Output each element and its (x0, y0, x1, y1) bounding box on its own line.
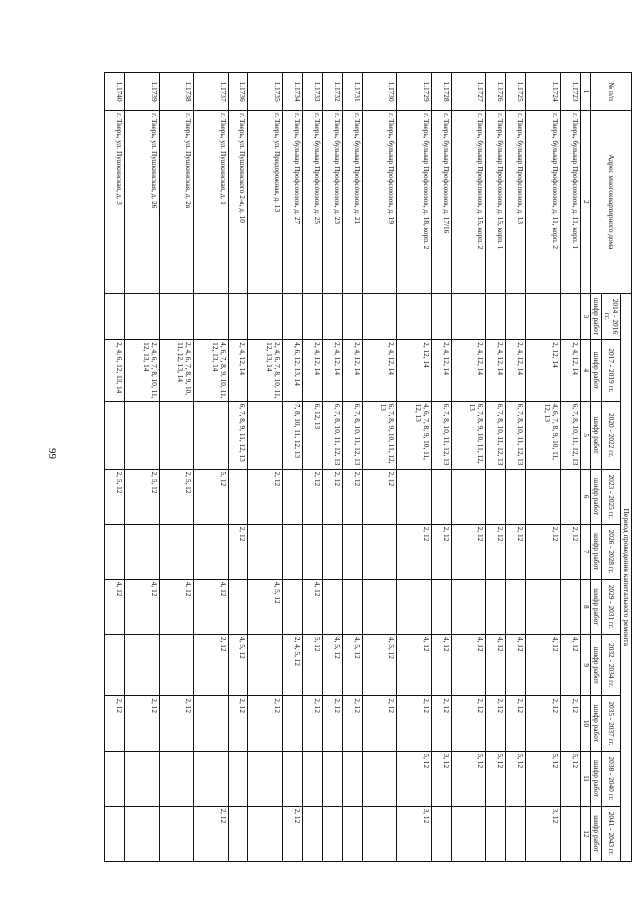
table-row (362, 73, 396, 862)
row-number-cell: 1.1724 (526, 73, 560, 111)
work-code-cell: 2, 12 (322, 696, 342, 751)
table-row (248, 73, 282, 862)
work-code-cell (506, 293, 526, 340)
work-code-cell (248, 806, 282, 861)
capital-repair-schedule-table (104, 72, 632, 862)
column-number-cell: 9 (580, 634, 591, 695)
work-code-cell: 3, 12 (431, 751, 451, 806)
work-code-cell: 2, 4, 6, 7, 8, 10, 11, 12, 13, 14 (125, 340, 159, 401)
table-row (342, 73, 362, 862)
work-code-cell: 2, 12 (125, 696, 159, 751)
address-cell: г. Тверь, ул. Пушкинская, д. 2в (159, 111, 193, 293)
work-code-cell: 2, 12 (282, 806, 302, 861)
address-cell: г. Тверь, бульвар Профсоюзов, д. 19 (362, 111, 396, 293)
work-code-cell (506, 579, 526, 634)
work-code-cell (282, 696, 302, 751)
work-code-cell: 2, 12 (194, 634, 228, 695)
work-code-cell: 2, 12, 14 (397, 340, 431, 401)
row-number-cell: 1.1723 (560, 73, 580, 111)
work-code-cell: 6, 7, 8, 10, 11, 12, 13 (322, 401, 342, 469)
row-number-cell: 1.1731 (342, 73, 362, 111)
work-code-header-cell: шифр работ (591, 751, 602, 806)
address-cell: г. Тверь, бульвар Профсоюзов, д. 21 (342, 111, 362, 293)
work-code-cell: 2, 12 (431, 696, 451, 751)
address-cell: г. Тверь, бульвар Профсоюзов, д. 15, корп. 1 (486, 111, 506, 293)
work-code-cell (125, 524, 159, 579)
work-code-cell (248, 634, 282, 695)
work-code-cell: 4, 12 (105, 579, 125, 634)
work-code-cell: 4, 6, 7, 8, 9, 10, 11, 12, 13 (397, 401, 431, 469)
work-code-cell (248, 524, 282, 579)
work-code-cell: 6, 7, 8, 10, 11, 12, 13 (342, 401, 362, 469)
work-code-cell (248, 751, 282, 806)
table-row (302, 73, 322, 862)
work-code-cell (362, 293, 396, 340)
work-code-cell: 2, 12 (248, 696, 282, 751)
work-code-cell (451, 579, 485, 634)
work-code-cell: 2, 5, 12 (159, 469, 193, 524)
row-number-cell: 1.1735 (248, 73, 282, 111)
table-row (125, 73, 159, 862)
work-code-cell (526, 293, 560, 340)
work-code-header-cell: шифр работ (591, 524, 602, 579)
work-code-cell (282, 524, 302, 579)
work-code-cell (105, 401, 125, 469)
column-number-cell: 11 (580, 751, 591, 806)
num-header: № п/п (591, 73, 632, 111)
work-code-cell: 4, 5, 12 (228, 634, 248, 695)
work-code-cell (486, 469, 506, 524)
table-row (431, 73, 451, 862)
table-row (506, 73, 526, 862)
rotated-page-content (104, 72, 632, 862)
table-header (580, 73, 631, 862)
address-cell: г. Тверь, бульвар Профсоюзов, д. 11, корп. 1 (560, 111, 580, 293)
work-code-cell: 4, 12 (560, 634, 580, 695)
work-code-cell (397, 293, 431, 340)
work-code-cell: 4, 5, 12 (322, 634, 342, 695)
work-code-cell (431, 806, 451, 861)
work-code-header-cell: шифр работ (591, 696, 602, 751)
work-code-cell (105, 806, 125, 861)
work-code-cell (194, 524, 228, 579)
work-code-cell (560, 293, 580, 340)
work-code-cell: 5, 12 (451, 751, 485, 806)
work-code-cell: 2, 12 (248, 469, 282, 524)
address-cell: г. Тверь, бульвар Профсоюзов, д. 18, корп. 2 (397, 111, 431, 293)
work-code-cell (159, 401, 193, 469)
column-numbers-row (580, 73, 591, 862)
work-code-cell: 2, 4, 12, 14 (322, 340, 342, 401)
column-number-cell: 2 (580, 111, 591, 293)
work-code-cell: 4, 6, 12, 13, 14 (282, 340, 302, 401)
work-code-cell: 2, 12 (342, 696, 362, 751)
table-row (526, 73, 560, 862)
work-code-cell: 2, 4, 12, 14 (228, 340, 248, 401)
work-code-cell: 2, 5, 12 (105, 469, 125, 524)
work-code-cell (342, 524, 362, 579)
work-code-cell: 4, 5, 12 (248, 579, 282, 634)
table-body (105, 73, 581, 862)
period-header-cell: 2041 - 2043 гг. (602, 806, 621, 861)
work-code-cell: 2, 4, 6, 7, 8, 9, 10, 11, 12, 13, 14 (159, 340, 193, 401)
period-header-cell: 2017 - 2019 гг. (602, 340, 621, 401)
work-code-cell: 2, 12 (560, 524, 580, 579)
work-code-cell (302, 524, 322, 579)
work-code-cell (105, 293, 125, 340)
work-code-cell: 2, 4, 5, 12 (282, 634, 302, 695)
period-header-cell: 2014 - 2016 гг. (602, 293, 621, 340)
work-code-cell (159, 634, 193, 695)
work-code-cell: 5, 12 (194, 469, 228, 524)
period-header-cell: 2035 - 2037 гг. (602, 696, 621, 751)
work-code-cell: 6, 7, 8, 9, 11, 12, 13 (228, 401, 248, 469)
work-code-cell: 2, 4, 12, 14 (362, 340, 396, 401)
work-code-cell: 5, 12 (526, 751, 560, 806)
work-code-cell (362, 524, 396, 579)
work-code-cell (451, 293, 485, 340)
work-code-cell (282, 579, 302, 634)
work-code-header-cell: шифр работ (591, 469, 602, 524)
work-code-cell (362, 806, 396, 861)
work-code-cell (451, 806, 485, 861)
work-code-cell: 2, 4, 6, 12, 13, 14 (105, 340, 125, 401)
work-code-cell: 6, 7, 8, 10, 11, 12, 13 (431, 401, 451, 469)
work-code-cell: 2, 12 (302, 696, 322, 751)
work-code-cell: 2, 12 (486, 696, 506, 751)
work-code-cell (431, 579, 451, 634)
work-code-cell: 2, 4, 12, 14 (302, 340, 322, 401)
table-row (228, 73, 248, 862)
work-code-cell (282, 293, 302, 340)
work-code-cell (526, 469, 560, 524)
work-code-cell: 2, 4, 12, 14 (451, 340, 485, 401)
address-cell: г. Тверь, ул. Пушкинская, д. 26 (125, 111, 159, 293)
row-number-cell: 1.1740 (105, 73, 125, 111)
row-number-cell: 1.1736 (228, 73, 248, 111)
work-code-cell (194, 751, 228, 806)
period-header-cell: 2032 - 2034 гг. (602, 634, 621, 695)
work-code-cell (194, 696, 228, 751)
work-code-cell (159, 806, 193, 861)
work-code-cell (560, 806, 580, 861)
work-code-cell (322, 524, 342, 579)
work-code-cell: 4, 12 (431, 634, 451, 695)
address-cell: г. Тверь, бульвар Профсоюзов, д. 25 (302, 111, 322, 293)
work-code-cell: 4, 12 (159, 579, 193, 634)
work-code-cell: 2, 12 (302, 469, 322, 524)
work-code-cell (397, 469, 431, 524)
work-code-cell: 4, 12 (506, 634, 526, 695)
work-code-cell: 4, 12 (486, 634, 506, 695)
work-code-cell: 4, 12 (302, 579, 322, 634)
work-code-cell: 6, 7, 8, 9, 10, 11, 12, 13 (451, 401, 485, 469)
work-code-cell (105, 524, 125, 579)
work-code-cell: 4, 5, 12 (362, 634, 396, 695)
work-code-cell: 2, 12 (322, 469, 342, 524)
work-code-cell: 2, 12 (526, 524, 560, 579)
work-code-cell (125, 806, 159, 861)
address-cell: г. Тверь, бульвар Профсоюзов, д. 15, корп. 2 (451, 111, 485, 293)
work-code-cell: 6, 7, 8, 10, 11, 12, 13 (486, 401, 506, 469)
work-code-cell (159, 293, 193, 340)
period-header: Период проведения капитального ремонта (620, 293, 631, 861)
work-code-cell: 2, 12 (105, 696, 125, 751)
work-code-cell: 4, 6, 7, 8, 9, 10, 11, 12, 13 (526, 401, 560, 469)
work-code-cell: 4, 12 (125, 579, 159, 634)
work-code-cell: 2, 12 (506, 524, 526, 579)
work-code-cell (194, 401, 228, 469)
work-code-cell: 4, 12 (194, 579, 228, 634)
work-code-cell (486, 579, 506, 634)
address-header: Адрес многоквартирного дома (591, 111, 632, 293)
period-header-cell: 2026 - 2028 гг. (602, 524, 621, 579)
work-code-cell: 2, 4, 12, 14 (431, 340, 451, 401)
work-code-cell (397, 579, 431, 634)
work-code-cell: 2, 5, 12 (125, 469, 159, 524)
work-code-cell: 2, 12 (397, 696, 431, 751)
address-cell: г. Тверь, бульвар Профсоюзов, д. 23 (322, 111, 342, 293)
work-code-cell (125, 401, 159, 469)
work-code-cell (248, 293, 282, 340)
work-code-cell: 3, 12 (397, 806, 431, 861)
work-code-cell: 2, 12 (194, 806, 228, 861)
work-code-cell: 5, 12 (486, 751, 506, 806)
row-number-cell: 1.1737 (194, 73, 228, 111)
work-code-cell: 2, 4, 12, 14 (506, 340, 526, 401)
period-header-cell: 2038 - 2040 гг. (602, 751, 621, 806)
address-cell: г. Тверь, бульвар Профсоюзов, д. 17/16 (431, 111, 451, 293)
period-header-cell: 2023 - 2025 гг. (602, 469, 621, 524)
row-number-cell: 1.1730 (362, 73, 396, 111)
work-code-cell (302, 751, 322, 806)
table-row (397, 73, 431, 862)
work-code-cell: 3, 12 (526, 806, 560, 861)
work-code-cell (322, 579, 342, 634)
work-code-cell: 2, 4, 6, 7, 8, 10, 11, 12, 13, 14 (248, 340, 282, 401)
work-code-cell: 5, 12 (506, 751, 526, 806)
work-code-cell (105, 634, 125, 695)
work-code-cell: 4, 6, 7, 8, 9, 10, 11, 12, 13, 14 (194, 340, 228, 401)
work-code-header-cell: шифр работ (591, 634, 602, 695)
work-code-cell: 2, 4, 12, 14 (560, 340, 580, 401)
work-code-cell (194, 293, 228, 340)
address-cell: г. Тверь, ул. Пушкинская, д. 1 (194, 111, 228, 293)
work-code-header-cell: шифр работ (591, 806, 602, 861)
work-code-cell: 2, 12 (451, 524, 485, 579)
column-number-cell: 10 (580, 696, 591, 751)
row-number-cell: 1.1738 (159, 73, 193, 111)
row-number-cell: 1.1733 (302, 73, 322, 111)
work-code-cell (322, 293, 342, 340)
work-code-cell: 2, 12 (362, 469, 396, 524)
table-row (159, 73, 193, 862)
work-code-cell (282, 469, 302, 524)
work-code-cell: 2, 12 (506, 696, 526, 751)
row-number-cell: 1.1732 (322, 73, 342, 111)
work-code-cell: 2, 12 (362, 696, 396, 751)
work-code-cell (431, 469, 451, 524)
row-number-cell: 1.1734 (282, 73, 302, 111)
row-number-cell: 1.1739 (125, 73, 159, 111)
work-code-cell (431, 293, 451, 340)
work-code-cell: 5, 12 (302, 634, 322, 695)
work-code-cell: 6, 7, 8, 10, 11, 12, 13 (560, 401, 580, 469)
work-code-cell: 2, 12 (486, 524, 506, 579)
table-row (282, 73, 302, 862)
table-row (560, 73, 580, 862)
table-row (486, 73, 506, 862)
work-code-cell (342, 751, 362, 806)
column-number-cell: 7 (580, 524, 591, 579)
work-code-cell: 2, 12 (560, 696, 580, 751)
column-number-cell: 8 (580, 579, 591, 634)
address-cell: г. Тверь, ул. Пушкинского 2-я, д. 10 (228, 111, 248, 293)
work-code-cell: 2, 12 (431, 524, 451, 579)
work-code-cell (342, 579, 362, 634)
work-code-cell (486, 293, 506, 340)
work-code-cell: 4, 12 (451, 634, 485, 695)
work-code-cell (362, 751, 396, 806)
row-number-cell: 1.1725 (506, 73, 526, 111)
period-header-cell: 2029 - 2031 гг. (602, 579, 621, 634)
work-code-cell: 2, 12 (342, 469, 362, 524)
row-number-cell: 1.1728 (431, 73, 451, 111)
row-number-cell: 1.1727 (451, 73, 485, 111)
table-row (451, 73, 485, 862)
work-code-cell: 5, 12 (560, 751, 580, 806)
address-cell: г. Тверь, ул. Пушкинская, д. 3 (105, 111, 125, 293)
work-code-cell (322, 751, 342, 806)
work-code-cell (560, 579, 580, 634)
work-code-cell: 6, 12, 13 (302, 401, 322, 469)
work-code-cell (228, 579, 248, 634)
column-number-cell: 6 (580, 469, 591, 524)
work-code-cell (342, 806, 362, 861)
work-code-cell (125, 293, 159, 340)
work-code-cell: 2, 12 (526, 696, 560, 751)
work-code-cell (159, 524, 193, 579)
work-code-cell (302, 806, 322, 861)
work-code-cell (560, 469, 580, 524)
work-code-cell (506, 469, 526, 524)
work-code-cell: 6, 7, 8, 10, 11, 12, 13 (506, 401, 526, 469)
work-code-cell (451, 469, 485, 524)
address-cell: г. Тверь, бульвар Профсоюзов, д. 13 (506, 111, 526, 293)
work-code-cell (362, 579, 396, 634)
work-code-cell (125, 751, 159, 806)
table-row (322, 73, 342, 862)
column-number-cell: 4 (580, 340, 591, 401)
table-row (194, 73, 228, 862)
work-code-cell (506, 806, 526, 861)
work-code-cell (125, 634, 159, 695)
work-code-cell (228, 293, 248, 340)
work-code-cell: 7, 8, 10, 11, 12, 13 (282, 401, 302, 469)
work-code-cell (228, 469, 248, 524)
work-code-header-cell: шифр работ (591, 293, 602, 340)
work-code-header-cell: шифр работ (591, 401, 602, 469)
header-row-1 (620, 73, 631, 862)
work-code-cell: 2, 12, 14 (526, 340, 560, 401)
period-header-cell: 2020 - 2022 гг. (602, 401, 621, 469)
work-code-cell: 2, 12 (451, 696, 485, 751)
work-code-header-cell: шифр работ (591, 340, 602, 401)
work-code-cell (486, 806, 506, 861)
work-code-cell: 4, 5, 12 (342, 634, 362, 695)
work-code-cell (248, 401, 282, 469)
work-code-header-cell: шифр работ (591, 579, 602, 634)
column-number-cell: 5 (580, 401, 591, 469)
address-cell: г. Тверь, ул. Придорожная, д. 13 (248, 111, 282, 293)
work-code-cell: 6, 7, 8, 9, 10, 11, 12, 13 (362, 401, 396, 469)
row-number-cell: 1.1726 (486, 73, 506, 111)
column-number-cell: 1 (580, 73, 591, 111)
table-row (105, 73, 125, 862)
work-code-cell (282, 751, 302, 806)
work-code-cell: 2, 12 (228, 524, 248, 579)
work-code-cell: 2, 12 (228, 696, 248, 751)
work-code-cell: 2, 12 (159, 696, 193, 751)
work-code-cell: 2, 12 (397, 524, 431, 579)
work-code-cell (105, 751, 125, 806)
work-code-cell: 5, 12 (397, 751, 431, 806)
work-code-cell: 2, 4, 12, 14 (486, 340, 506, 401)
work-code-cell (159, 751, 193, 806)
address-cell: г. Тверь, бульвар Профсоюзов, д. 11, корп. 2 (526, 111, 560, 293)
work-code-cell (322, 806, 342, 861)
column-number-cell: 3 (580, 293, 591, 340)
work-code-cell (228, 751, 248, 806)
address-cell: г. Тверь, бульвар Профсоюзов, д. 27 (282, 111, 302, 293)
work-code-cell: 4, 12 (526, 634, 560, 695)
work-code-cell: 4, 12 (397, 634, 431, 695)
work-code-cell: 2, 4, 12, 14 (342, 340, 362, 401)
page-number: 99 (46, 448, 58, 459)
work-code-cell (302, 293, 322, 340)
work-code-cell (342, 293, 362, 340)
column-number-cell: 12 (580, 806, 591, 861)
work-code-cell (526, 579, 560, 634)
work-code-cell (228, 806, 248, 861)
row-number-cell: 1.1729 (397, 73, 431, 111)
